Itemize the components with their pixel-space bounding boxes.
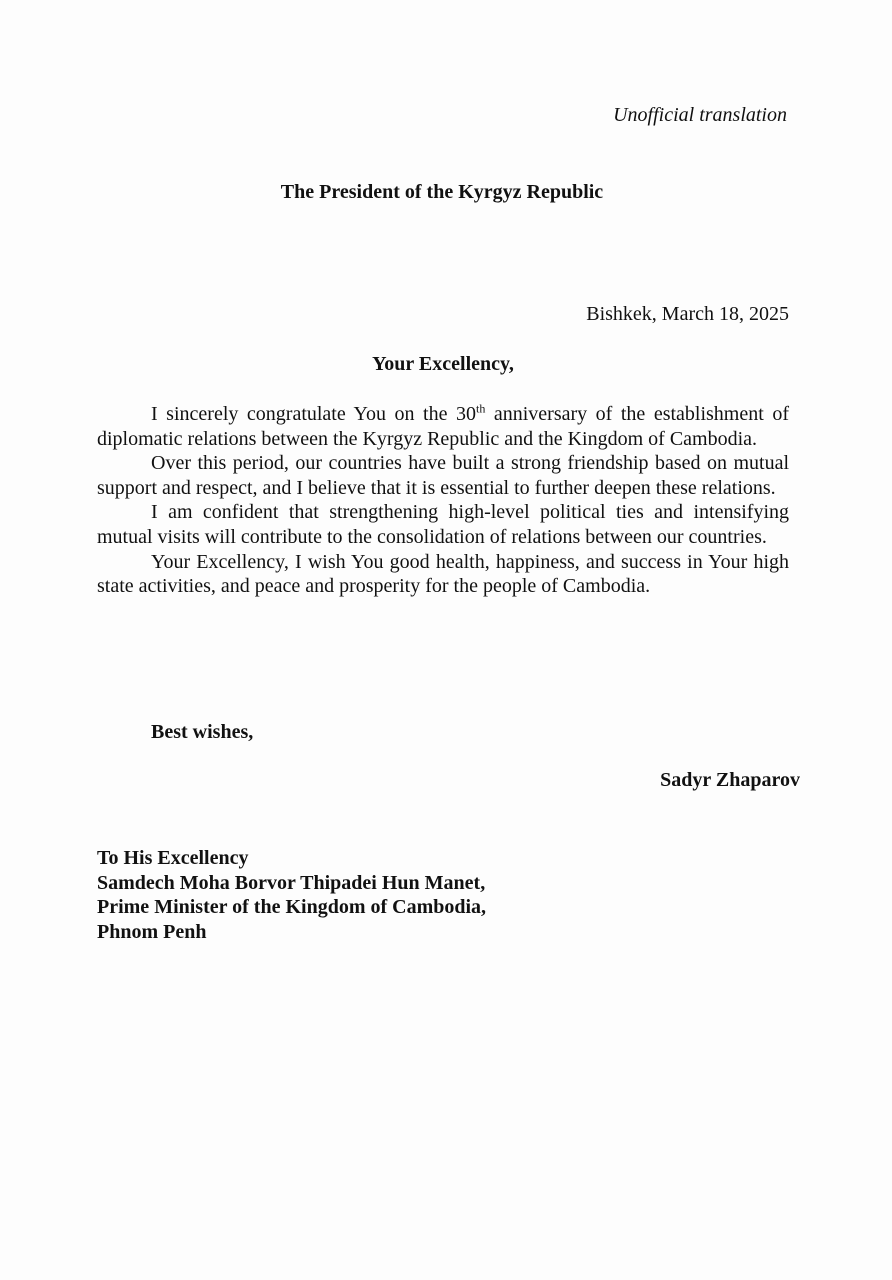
translation-note: Unofficial translation bbox=[613, 104, 787, 126]
addressee-line: Phnom Penh bbox=[97, 920, 207, 943]
paragraph-1-text-end: anniversary of the establishment of diplomatic relations between the Kyrgyz Republic and the Kingdom of Cambodia. bbox=[97, 403, 789, 450]
closing: Best wishes, bbox=[151, 721, 254, 743]
letter-title: The President of the Kyrgyz Republic bbox=[280, 181, 604, 203]
paragraph-1-text-start: I sincerely congratulate You on the 30 bbox=[151, 403, 476, 425]
paragraph-2: Over this period, our countries have built a strong friendship based on mutual support and respect, and I believe that it is essential to further deepen these relations. bbox=[97, 452, 789, 499]
signatory-name: Sadyr Zhaparov bbox=[660, 769, 800, 791]
ordinal-suffix: th bbox=[475, 401, 486, 416]
letter-body bbox=[97, 402, 789, 599]
paragraph-3: I am confident that strengthening high-level political ties and intensifying mutual visits will contribute to the consolidation of relations between our countries. bbox=[97, 501, 789, 548]
place-and-date: Bishkek, March 18, 2025 bbox=[586, 303, 789, 325]
paragraph-4: Your Excellency, I wish You good health, happiness, and success in Your high state activities, and peace and prosperity for the people of Cambodia. bbox=[97, 550, 789, 598]
addressee-line: Samdech Moha Borvor Thipadei Hun Manet, bbox=[97, 871, 486, 894]
paragraph-1 bbox=[97, 402, 789, 451]
salutation: Your Excellency, bbox=[372, 353, 514, 375]
addressee-line: To His Excellency bbox=[97, 847, 249, 869]
addressee-line: Prime Minister of the Kingdom of Cambodia, bbox=[97, 896, 487, 919]
addressee-block bbox=[97, 846, 486, 944]
